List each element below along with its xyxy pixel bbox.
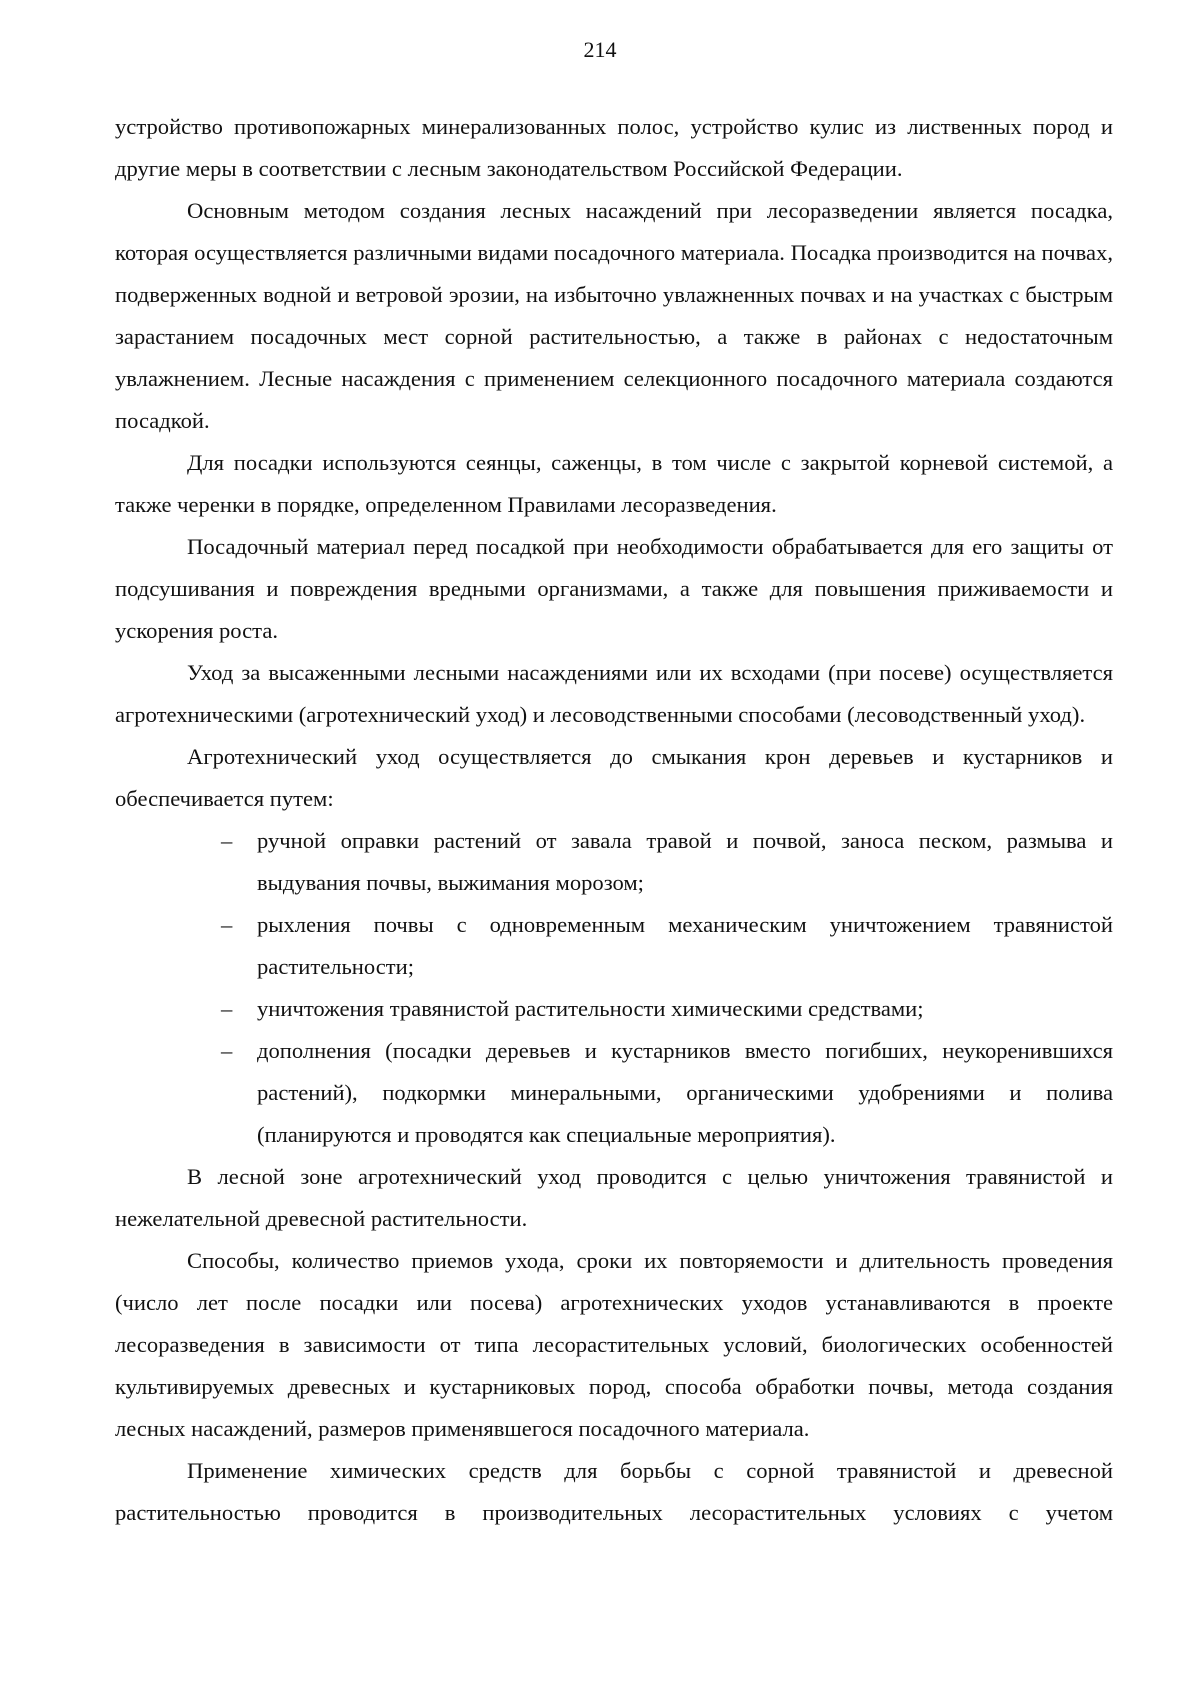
list-dash: – bbox=[221, 828, 233, 853]
list-item bbox=[115, 820, 1113, 904]
paragraph-continuation: устройство противопожарных минерализованных полос, устройство кулис из лиственных пород и другие меры в соответствии с лесным законодательством Российской Федерации. bbox=[115, 114, 1113, 181]
paragraph-care-scheduling: Способы, количество приемов ухода, сроки их повторяемости и длительность проведения (число лет после посадки или посева) агротехнических уходов устанавливаются в проекте лесоразведения в зависимости от типа лесорастительных условий, биологических особенностей культивируемых древесных и кустарниковых пород, способа обработки почвы, метода создания лесных насаждений, размеров применявшегося посадочного материала. bbox=[115, 1248, 1113, 1441]
list-item bbox=[115, 904, 1113, 988]
list-item-text: рыхления почвы с одновременным механическим уничтожением травянистой растительности; bbox=[257, 912, 1113, 979]
document-body bbox=[115, 106, 1113, 1534]
paragraph-care-methods: Уход за высаженными лесными насаждениями или их всходами (при посеве) осуществляется агротехническими (агротехнический уход) и лесоводственными способами (лесоводственный уход). bbox=[115, 660, 1113, 727]
paragraph-planting-method: Основным методом создания лесных насаждений при лесоразведении является посадка, которая осуществляется различными видами посадочного материала. Посадка производится на почвах, подверженных водной и ветровой эрозии, на избыточно увлажненных почвах и на участках с быстрым зарастанием посадочных мест сорной растительностью, а также в районах с недостаточным увлажнением. Лесные насаждения с применением селекционного посадочного материала создаются посадкой. bbox=[115, 198, 1113, 433]
paragraph-forest-zone: В лесной зоне агротехнический уход проводится с целью уничтожения травянистой и нежелательной древесной растительности. bbox=[115, 1164, 1113, 1231]
list-dash: – bbox=[221, 1038, 233, 1063]
page-number: 214 bbox=[583, 37, 617, 62]
list-item-text: уничтожения травянистой растительности химическими средствами; bbox=[257, 996, 924, 1021]
list-dash: – bbox=[221, 996, 233, 1021]
paragraph-chemical-control: Применение химических средств для борьбы с сорной травянистой и древесной растительностью проводится в производительных лесорастительных условиях с учетом bbox=[115, 1458, 1113, 1525]
care-measures-list bbox=[115, 820, 1113, 1156]
list-item bbox=[115, 1030, 1113, 1156]
paragraph-stock-treatment: Посадочный материал перед посадкой при необходимости обрабатывается для его защиты от подсушивания и повреждения вредными организмами, а также для повышения приживаемости и ускорения роста. bbox=[115, 534, 1113, 643]
list-dash: – bbox=[221, 912, 233, 937]
list-item-text: дополнения (посадки деревьев и кустарников вместо погибших, неукоренившихся растений), подкормки минеральными, органическими удобрениями и полива (планируются и проводятся как специальные мероприятия). bbox=[257, 1038, 1113, 1147]
paragraph-planting-stock: Для посадки используются сеянцы, саженцы, в том числе с закрытой корневой системой, а также черенки в порядке, определенном Правилами лесоразведения. bbox=[115, 450, 1113, 517]
list-item bbox=[115, 988, 1113, 1030]
paragraph-agrotechnical-care: Агротехнический уход осуществляется до смыкания крон деревьев и кустарников и обеспечивается путем: bbox=[115, 744, 1113, 811]
list-item-text: ручной оправки растений от завала травой и почвой, заноса песком, размыва и выдувания почвы, выжимания морозом; bbox=[257, 828, 1113, 895]
